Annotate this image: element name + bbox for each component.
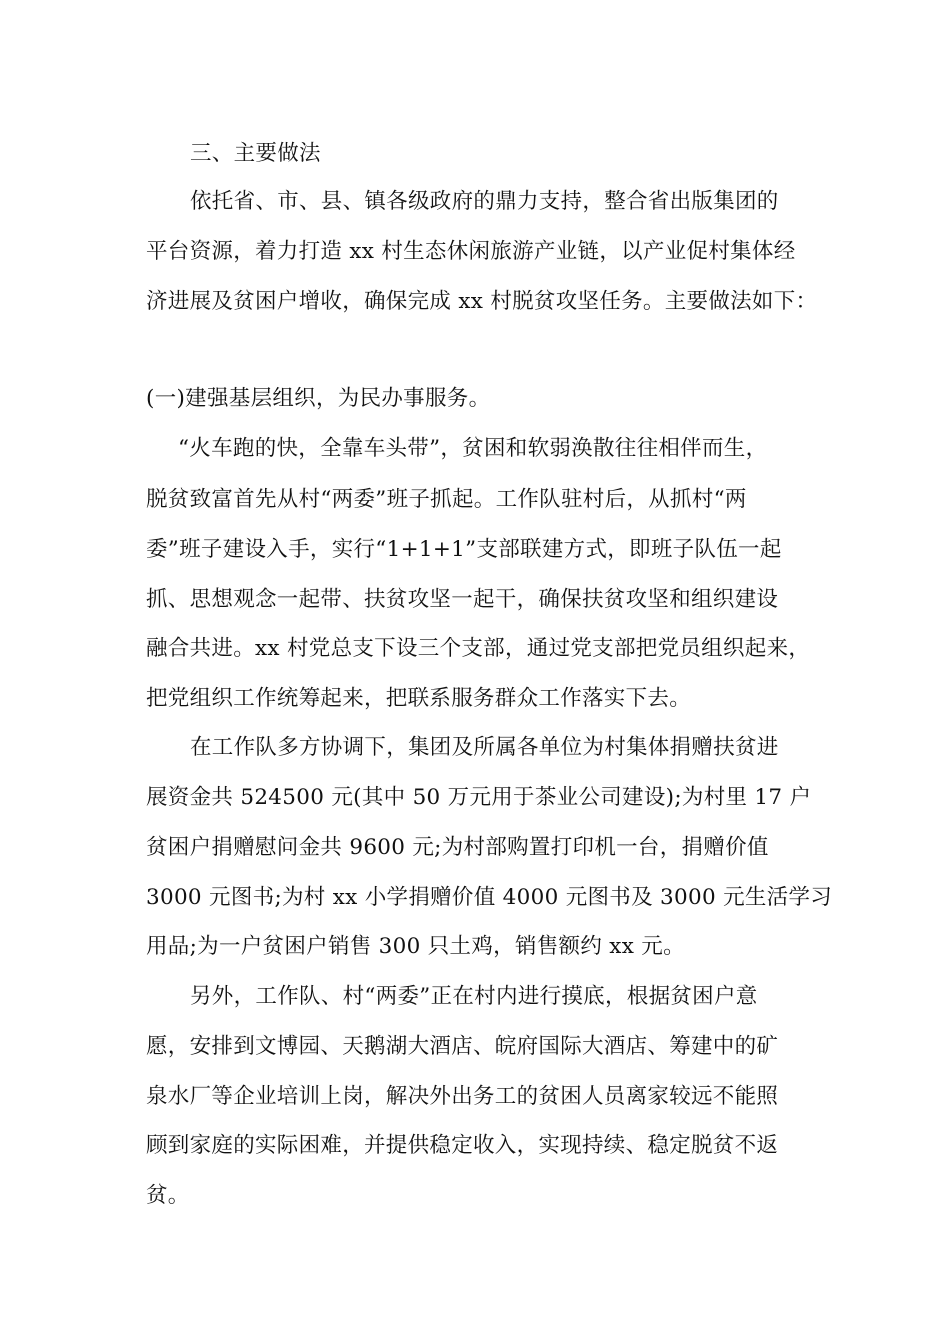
paragraph-line: 顾到家庭的实际困难，并提供稳定收入，实现持续、稳定脱贫不返 (146, 1133, 779, 1158)
paragraph-line: 抓、思想观念一起带、扶贫攻坚一起干，确保扶贫攻坚和组织建设 (146, 587, 779, 612)
paragraph-line: 展资金共 524500 元(其中 50 万元用于茶业公司建设);为村里 17 户 (146, 785, 812, 810)
paragraph-line: 贫困户捐赠慰问金共 9600 元;为村部购置打印机一台，捐赠价值 (146, 835, 769, 860)
paragraph-line: 脱贫致富首先从村“两委”班子抓起。工作队驻村后，从抓村“两 (146, 487, 747, 512)
intro-line: 依托省、市、县、镇各级政府的鼎力支持，整合省出版集团的 (190, 189, 779, 214)
paragraph-line: 3000 元图书;为村 xx 小学捐赠价值 4000 元图书及 3000 元生活学习 (146, 885, 833, 910)
paragraph-line: 愿，安排到文博园、天鹅湖大酒店、皖府国际大酒店、筹建中的矿 (146, 1034, 779, 1059)
paragraph-line: 在工作队多方协调下，集团及所属各单位为村集体捐赠扶贫进 (190, 735, 779, 760)
intro-line: 平台资源，着力打造 xx 村生态休闲旅游产业链，以产业促村集体经 (146, 239, 796, 264)
paragraph-line: “火车跑的快，全靠车头带”，贫困和软弱涣散往往相伴而生， (178, 436, 768, 461)
subsection-heading: (一)建强基层组织，为民办事服务。 (146, 386, 491, 411)
paragraph-line: 另外，工作队、村“两委”正在村内进行摸底，根据贫困户意 (190, 984, 758, 1009)
paragraph-line: 贫。 (146, 1183, 190, 1208)
paragraph-line: 把党组织工作统筹起来，把联系服务群众工作落实下去。 (146, 686, 692, 711)
paragraph-line: 融合共进。xx 村党总支下设三个支部，通过党支部把党员组织起来， (146, 636, 811, 661)
paragraph-line: 泉水厂等企业培训上岗，解决外出务工的贫困人员离家较远不能照 (146, 1084, 779, 1109)
section-heading: 三、主要做法 (190, 141, 321, 166)
intro-line: 济进展及贫困户增收，确保完成 xx 村脱贫攻坚任务。主要做法如下： (146, 289, 818, 314)
paragraph-line: 委”班子建设入手，实行“1+1+1”支部联建方式，即班子队伍一起 (146, 537, 782, 562)
paragraph-line: 用品;为一户贫困户销售 300 只土鸡，销售额约 xx 元。 (146, 934, 685, 959)
